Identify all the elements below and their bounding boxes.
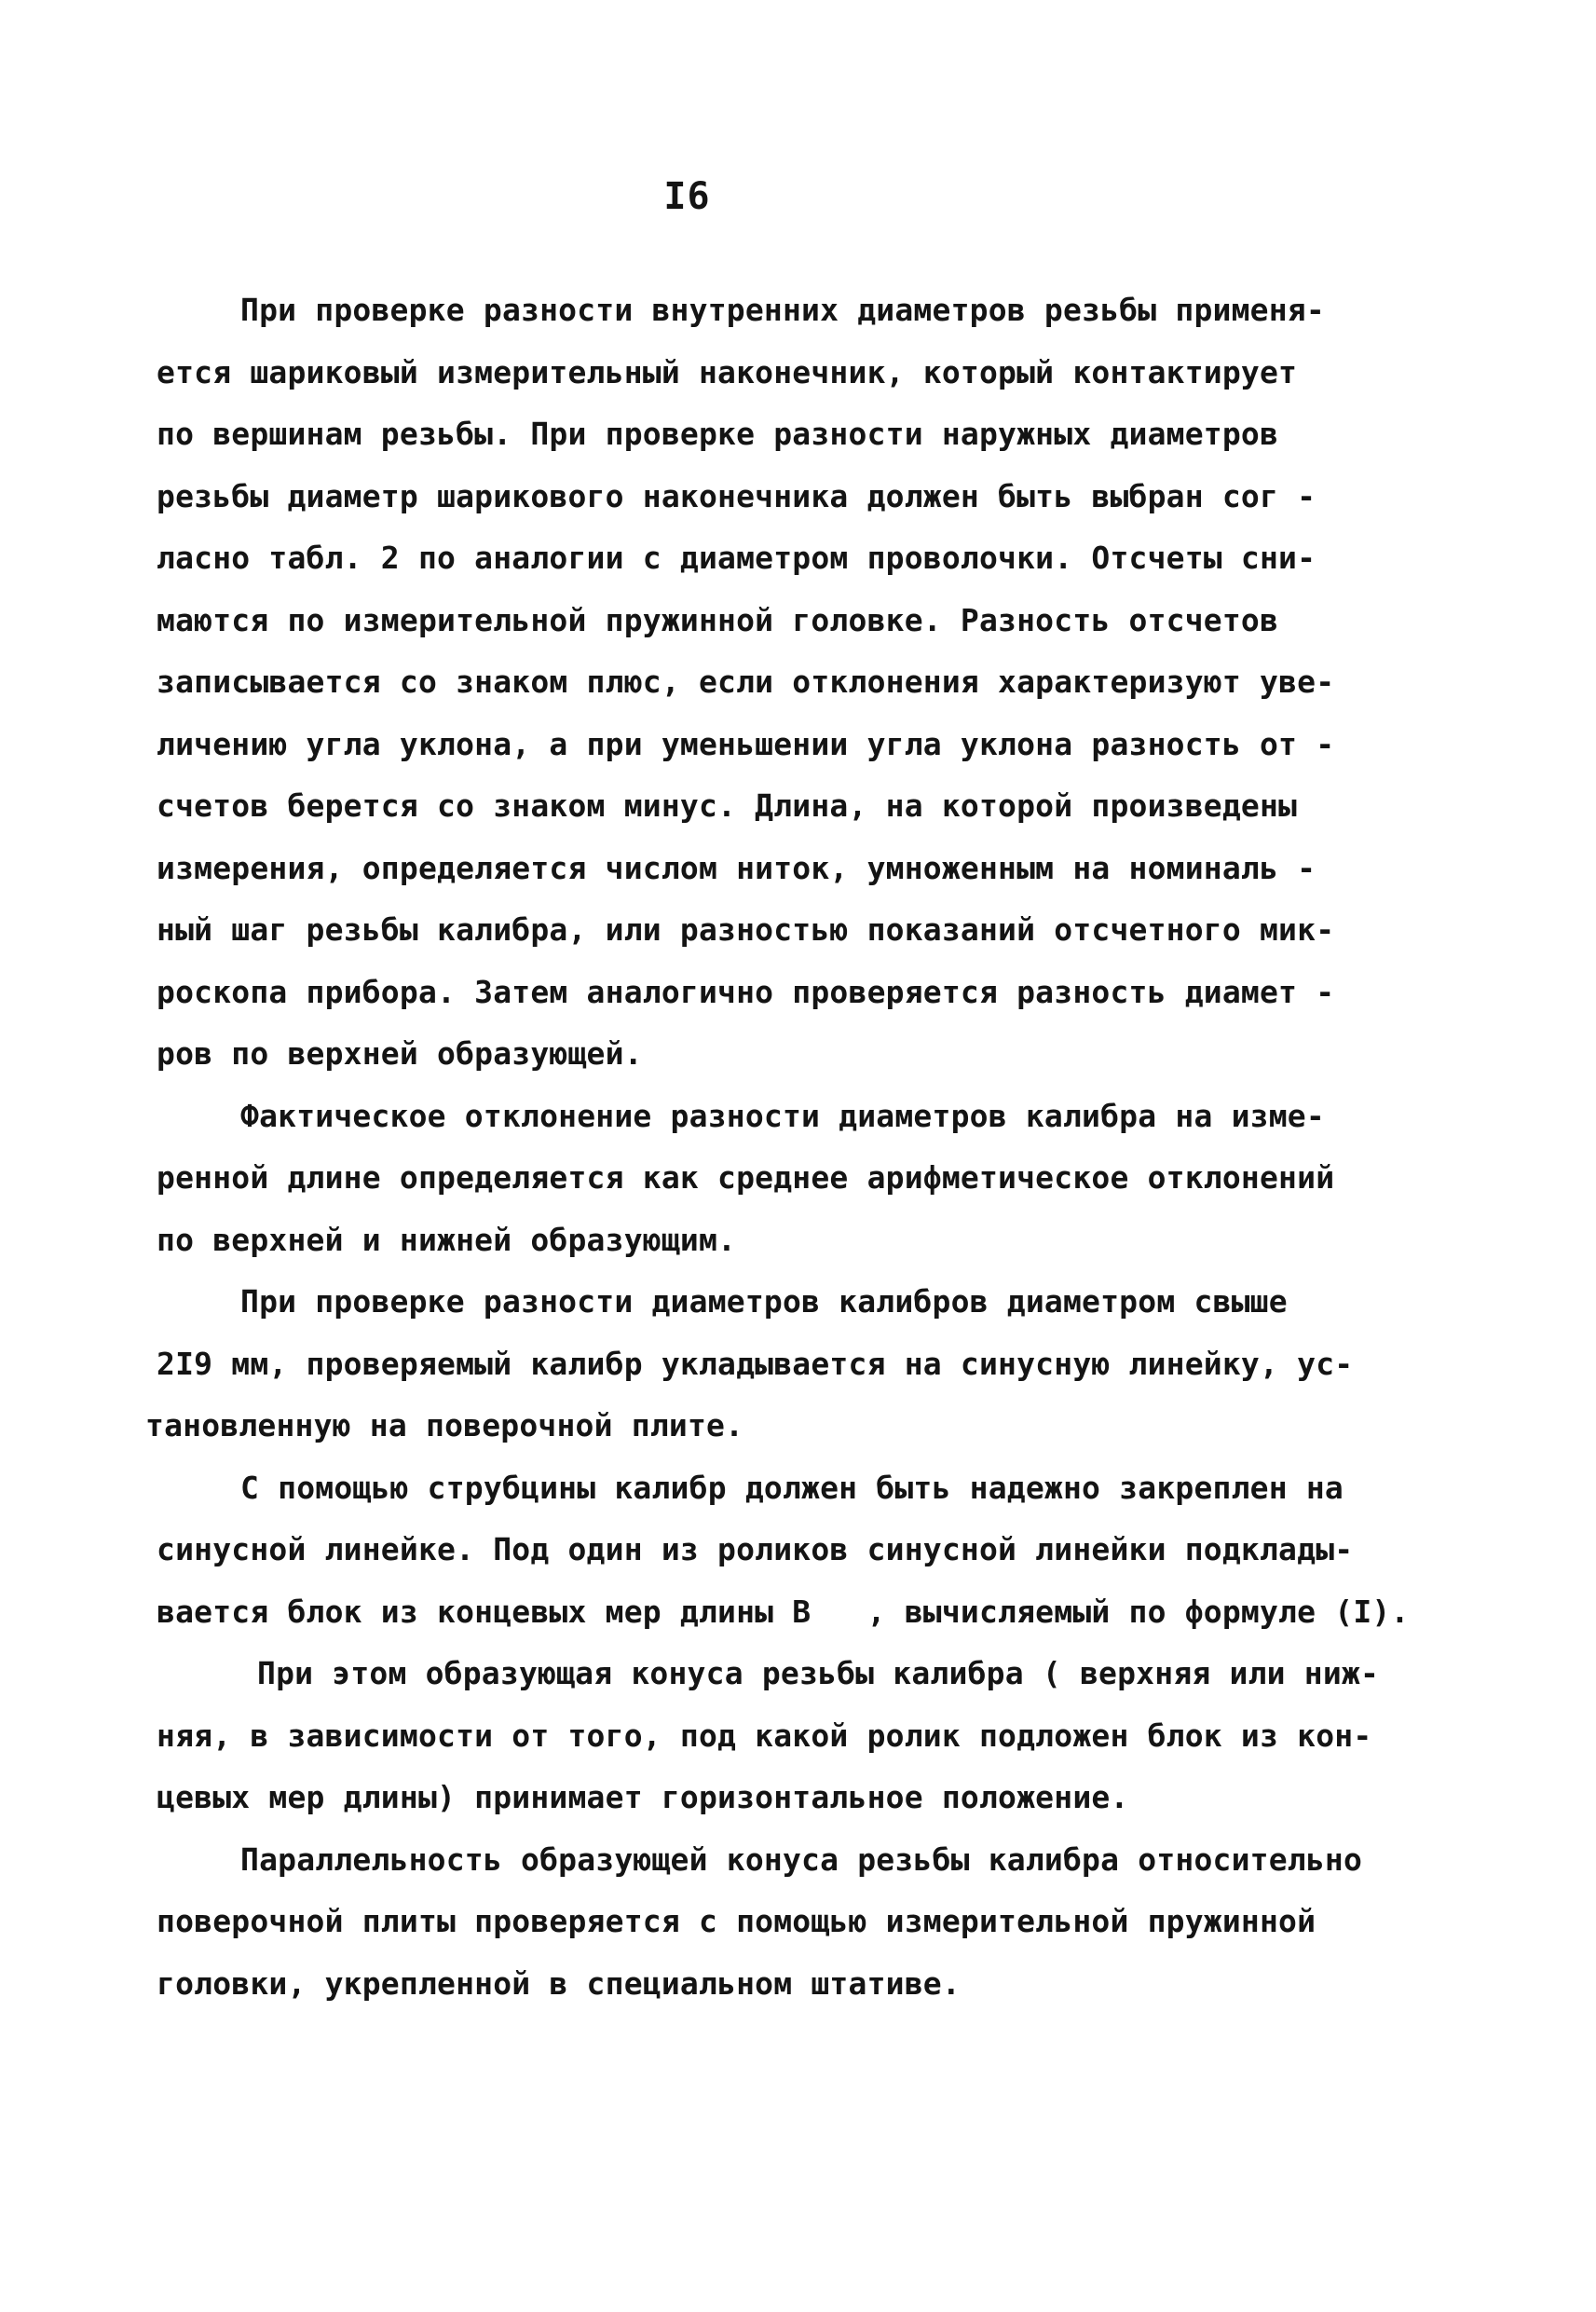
text-line: цевых мер длины) принимает горизонтальное положение. xyxy=(157,1779,1129,1815)
text-line: синусной линейке. Под один из роликов синусной линейки подклады- xyxy=(157,1531,1354,1567)
text-line: При этом образующая конуса резьбы калибра ( верхняя или ниж- xyxy=(257,1655,1380,1691)
text-line: счетов берется со знаком минус. Длина, на которой произведены xyxy=(157,787,1298,824)
text-line: При проверке разности диаметров калибров диаметром свыше xyxy=(240,1283,1288,1320)
text-line: по верхней и нижней образующим. xyxy=(157,1221,737,1258)
paragraph-1 xyxy=(157,280,1452,1086)
text-line: личению угла уклона, а при уменьшении угла уклона разность от - xyxy=(157,725,1335,762)
text-line: вается блок из концевых мер длины B , вычисляемый по формуле (I). xyxy=(157,1593,1410,1630)
text-line: роскопа прибора. Затем аналогично проверяется разность диамет - xyxy=(157,973,1335,1010)
text-line: С помощью струбцины калибр должен быть надежно закреплен на xyxy=(240,1469,1344,1506)
document-body xyxy=(145,280,1452,2015)
paragraph-6 xyxy=(157,1829,1452,2016)
paragraph-3 xyxy=(145,1271,1452,1457)
text-line: При проверке разности внутренних диаметров резьбы применя- xyxy=(240,292,1325,328)
paragraph-4 xyxy=(157,1457,1452,1644)
paragraph-2 xyxy=(157,1086,1452,1272)
text-line: няя, в зависимости от того, под какой ролик подложен блок из кон- xyxy=(157,1717,1372,1754)
text-line: головки, укрепленной в специальном штативе. xyxy=(157,1964,961,2002)
text-line: Фактическое отклонение разности диаметров калибра на изме- xyxy=(240,1097,1325,1134)
text-line: по вершинам резьбы. При проверке разности наружных диаметров xyxy=(157,416,1279,452)
text-line: маются по измерительной пружинной головке. Разность отсчетов xyxy=(157,601,1279,638)
text-line: 2I9 мм, проверяемый калибр укладывается на синусную линейку, ус- xyxy=(157,1345,1354,1382)
page-number: I6 xyxy=(663,175,711,218)
text-line: тановленную на поверочной плите. xyxy=(145,1407,744,1443)
text-line: ный шаг резьбы калибра, или разностью показаний отсчетного мик- xyxy=(157,911,1335,948)
text-line: ется шариковый измерительный наконечник, который контактирует xyxy=(157,353,1298,390)
text-line: ласно табл. 2 по аналогии с диаметром проволочки. Отсчеты сни- xyxy=(157,540,1316,576)
text-line: измерения, определяется числом ниток, умноженным на номиналь - xyxy=(157,849,1316,886)
paragraph-5 xyxy=(157,1643,1452,1829)
text-line: Параллельность образующей конуса резьбы калибра относительно xyxy=(240,1840,1363,1878)
text-line: ренной длине определяется как среднее арифметическое отклонений xyxy=(157,1159,1335,1196)
text-line: ров по верхней образующей. xyxy=(157,1035,643,1072)
text-line: записывается со знаком плюс, если отклонения характеризуют уве- xyxy=(157,664,1335,700)
text-line: поверочной плиты проверяется с помощью измерительной пружинной xyxy=(157,1903,1316,1939)
text-line: резьбы диаметр шарикового наконечника должен быть выбран сог - xyxy=(157,477,1316,514)
